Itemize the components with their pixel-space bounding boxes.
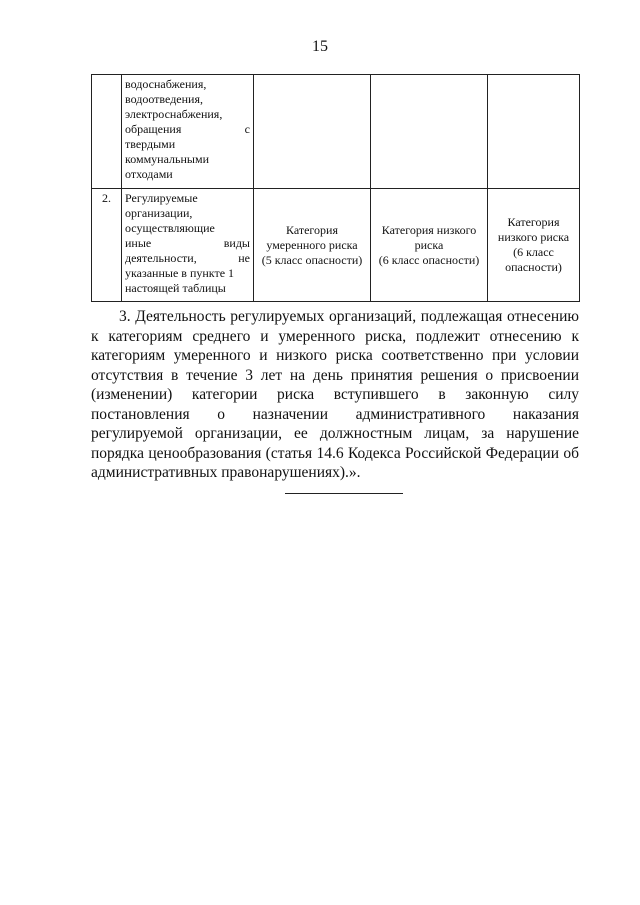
low-risk-cell-2: [488, 75, 580, 189]
desc-line: указанные в пункте 1: [125, 266, 235, 280]
category-line: Категория: [286, 222, 338, 237]
row-description-cell: [122, 189, 254, 302]
desc-line: водоотведения,: [125, 92, 203, 106]
desc-line: коммунальными: [125, 152, 209, 166]
moderate-risk-cell: [254, 75, 371, 189]
row-number-cell: [92, 75, 122, 189]
desc-line-justified: обращения с: [125, 122, 250, 136]
category-line: (6 класс: [513, 245, 554, 259]
desc-line-justified: иные виды: [125, 236, 250, 250]
category-line: (5 класс опасности): [261, 252, 363, 267]
desc-line: водоснабжения,: [125, 77, 207, 91]
desc-line-justified: деятельности, не: [125, 251, 250, 265]
table-row: [92, 75, 580, 189]
category-line: (6 класс опасности): [378, 252, 480, 267]
desc-line: организации,: [125, 206, 193, 220]
low-risk-cell: [371, 75, 488, 189]
desc-line: электроснабжения,: [125, 107, 223, 121]
low-risk-cell-2: [488, 189, 580, 302]
desc-line: отходами: [125, 167, 173, 181]
risk-category-table: [91, 74, 580, 302]
category-line: риска: [414, 237, 444, 252]
category-line: опасности): [505, 260, 562, 274]
row-number-cell: 2.: [92, 189, 122, 302]
low-risk-cell: [371, 189, 488, 302]
category-line: низкого риска: [497, 230, 570, 244]
desc-line: твердыми: [125, 137, 176, 151]
moderate-risk-cell: [254, 189, 371, 302]
row-description-cell: [122, 75, 254, 189]
page-number: 15: [312, 38, 328, 55]
desc-line: осуществляющие: [125, 221, 215, 235]
table-row: [92, 189, 580, 302]
desc-line: Регулируемые: [125, 191, 198, 205]
body-paragraph: 3. Деятельность регулируемых организаций, подлежащая отнесению к категориям среднего и умеренного риска, подлежит отнесению к категориям умеренного и низкого риска соответственно при условии отсутствия в течение 3 лет на день принятия решения о присвоении (изменении) категории риска вступившего в законную силу постановления о назначении административного наказания регулируемой организации, ее должностным лицам, за нарушение порядка ценообразования (статья 14.6 Кодекса Российской Федерации об административных правонарушениях).».: [91, 308, 579, 481]
desc-line: настоящей таблицы: [125, 281, 226, 295]
category-line: Категория: [507, 215, 560, 229]
end-of-document-line: [285, 493, 403, 494]
category-line: умеренного риска: [266, 237, 358, 252]
category-line: Категория низкого: [381, 222, 477, 237]
